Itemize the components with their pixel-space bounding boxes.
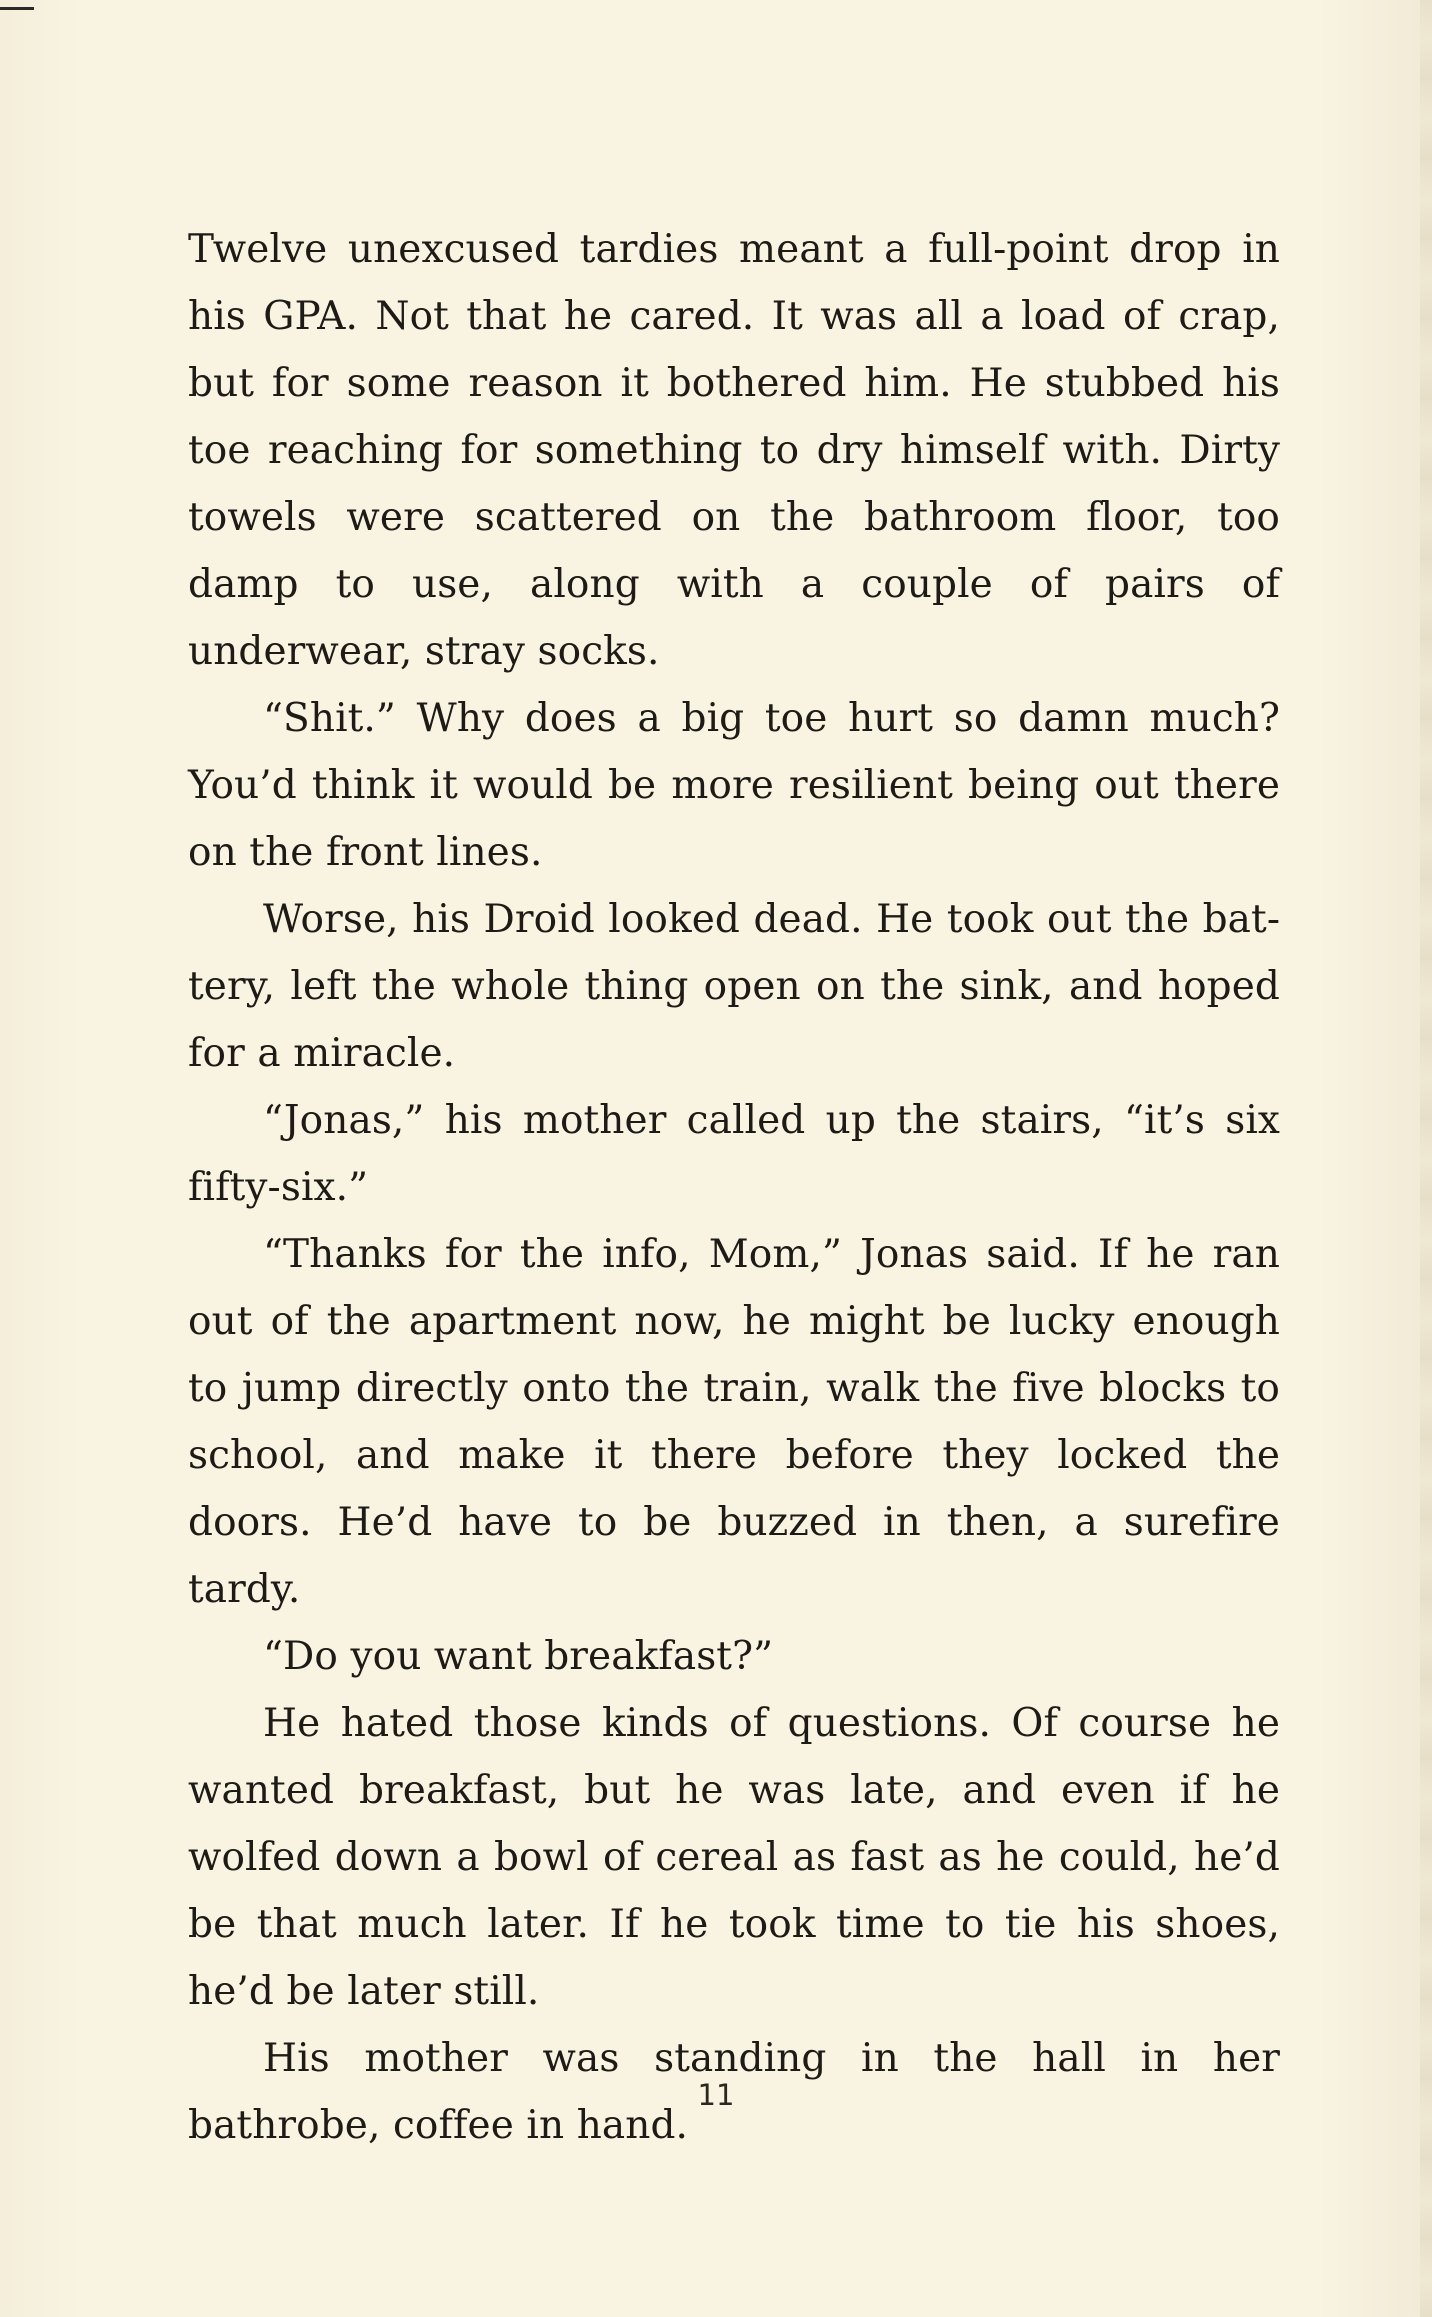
paragraph: “Jonas,” his mother called up the stairs, “it’s six fifty-six.” (188, 1098, 1280, 1210)
paragraph: He hated those kinds of questions. Of course he wanted breakfast, but he was late, and even if he wolfed down a bowl of cereal as fast as he could, he’d be that much later. If he took time to tie his shoes, he’d be later still. (188, 1701, 1280, 2014)
paragraph: His mother was standing in the hall in her bathrobe, coffee in hand. (188, 2036, 1280, 2148)
paragraph: “Thanks for the info, Mom,” Jonas said. If he ran out of the apartment now, he might be lucky enough to jump directly onto the train, walk the five blocks to school, and make it there before they locked the doors. He’d have to be buzzed in then, a surefire tardy. (188, 1232, 1280, 1612)
page-edge-shadow (1420, 0, 1432, 2317)
paragraph: “Do you want breakfast?” (263, 1634, 774, 1679)
body-text (188, 216, 1280, 2159)
paragraph: “Shit.” Why does a big toe hurt so damn much? You’d think it would be more resilient being out there on the front lines. (188, 696, 1280, 875)
paragraph: Twelve unexcused tardies meant a full-point drop in his GPA. Not that he cared. It was all a load of crap, but for some reason it bothered him. He stubbed his toe reaching for something to dry himself with. Dirty towels were scattered on the bathroom floor, too damp to use, along with a couple of pairs of underwear, stray socks. (188, 227, 1280, 674)
paragraph: Worse, his Droid looked dead. He took out the battery, left the whole thing open on the sink, and hoped for a miracle. (188, 897, 1280, 1076)
scan-corner-mark (0, 7, 34, 10)
page-number: 11 (697, 2078, 735, 2112)
